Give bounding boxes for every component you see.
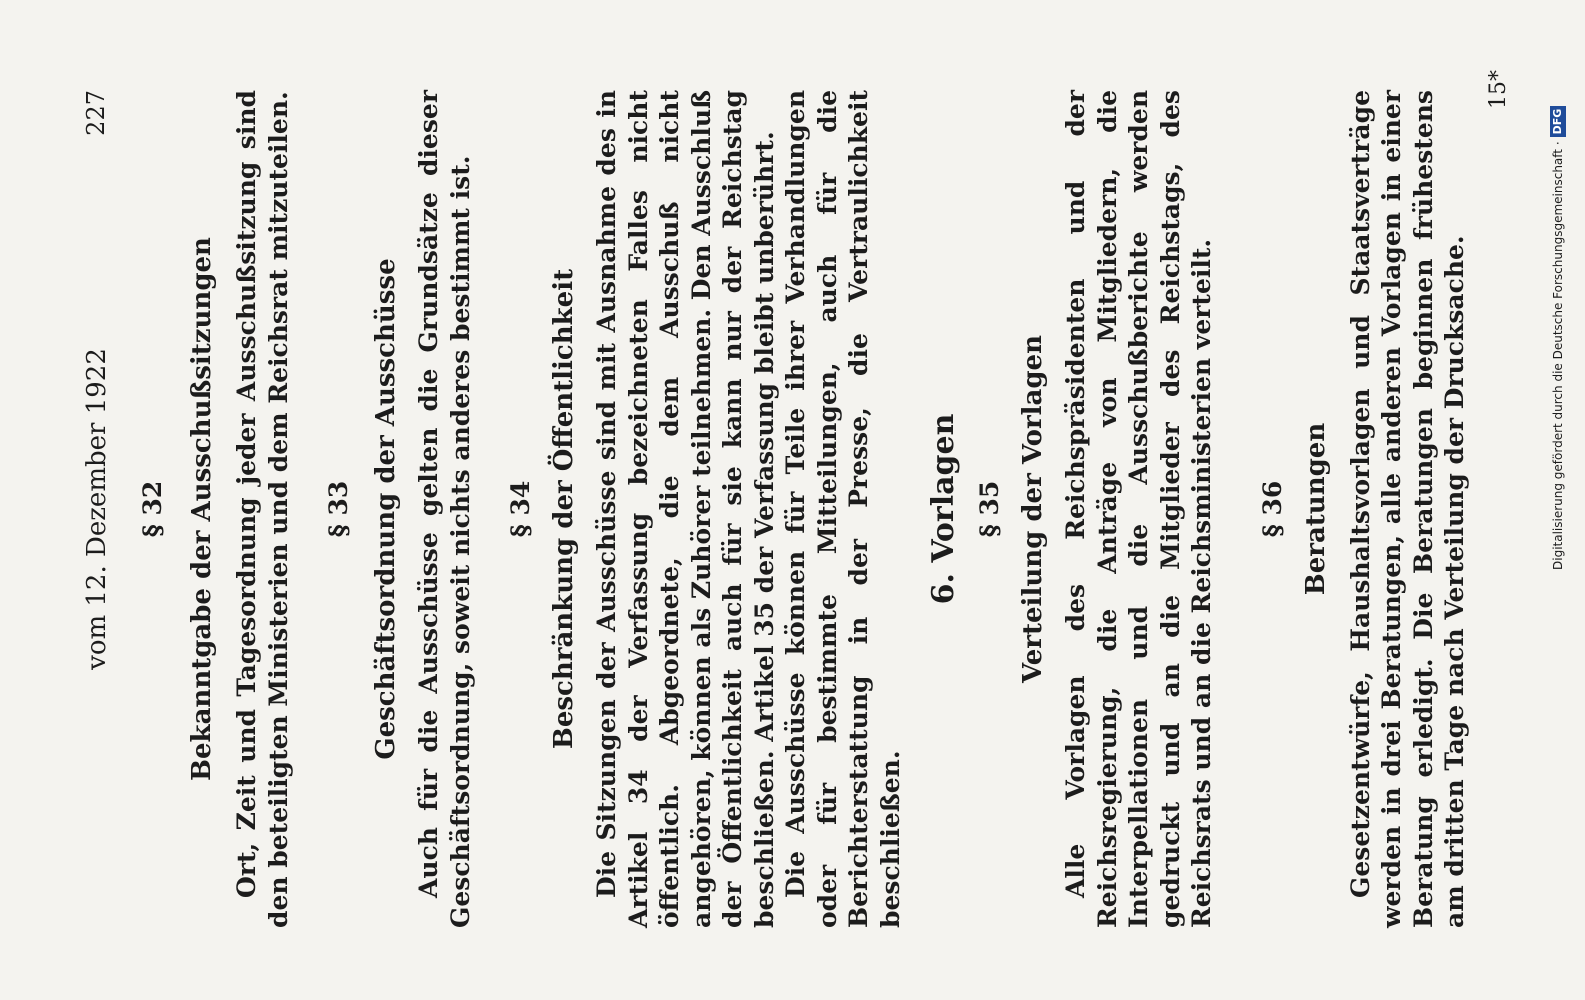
section-33-paragraph: Auch für die Ausschüsse gelten die Grundsätze dieser Geschäftsordnung, soweit nichts anderes bestimmt ist.: [414, 90, 475, 928]
section-number-35: § 35: [975, 480, 1004, 538]
section-number-34: § 34: [506, 480, 535, 538]
section-35-paragraph: Alle Vorlagen des Reichspräsidenten und der Reichsregierung, die Anträge von Mitgliedern, die Interpellationen und die Ausschußberichte werden gedruckt und an die Mitglieder des Reichstags, des Reichsrats und an die Reichsministerien verteilt.: [1061, 90, 1216, 928]
chapter-heading-6: 6. Vorlagen: [926, 413, 961, 605]
signature-mark: 15*: [1486, 70, 1511, 109]
section-34-paragraph-1: Die Sitzungen der Ausschüsse sind mit Ausnahme des in Artikel 34 der Verfassung bezeichneten Falles nicht öffentlich. Abgeordnete, die dem Ausschuß nicht angehören, können als Zuhörer teilnehmen. Den Ausschluß der Öffentlichkeit auch für sie kann nur der Reichstag beschließen. Artikel 35 der Verfassung bleibt unberührt.: [592, 89, 779, 928]
section-32-paragraph: Ort, Zeit und Tagesordnung jeder Ausschußsitzung sind den beteiligten Ministerien und dem Reichsrat mitzuteilen.: [232, 90, 293, 928]
credit-text: Digitalisierung gefördert durch die Deutsche Forschungsgemeinschaft ·: [1551, 141, 1565, 570]
section-number-33: § 33: [324, 480, 353, 538]
section-36-paragraph: Gesetzentwürfe, Haushaltsvorlagen und Staatsverträge werden in drei Beratungen, alle anderen Vorlagen in einer Beratung erledigt. Die Beratungen beginnen frühestens am dritten Tage nach Verteilung der Drucksache.: [1345, 90, 1469, 928]
dfg-logo-icon: DFG: [1550, 106, 1566, 138]
section-title-33: Geschäftsordnung der Ausschüsse: [371, 258, 401, 760]
section-title-35: Verteilung der Vorlagen: [1018, 334, 1048, 684]
page-header: [82, 90, 116, 928]
digitization-credit: [1548, 10, 1568, 570]
page-number: 227: [82, 90, 110, 136]
section-title-36: Beratungen: [1300, 422, 1331, 596]
section-title-34: Beschränkung der Öffentlichkeit: [549, 268, 579, 750]
section-number-36: § 36: [1257, 480, 1287, 538]
section-34-paragraph-2: Die Ausschüsse können für Teile ihrer Verhandlungen oder für bestimmte Mitteilungen, auch für die Berichterstattung in der Presse, die Vertraulichkeit beschließen.: [781, 90, 905, 928]
running-title: vom 12. Dezember 1922: [82, 348, 112, 670]
section-number-32: § 32: [138, 480, 167, 538]
section-title-32: Bekanntgabe der Ausschußsitzungen: [187, 237, 217, 781]
